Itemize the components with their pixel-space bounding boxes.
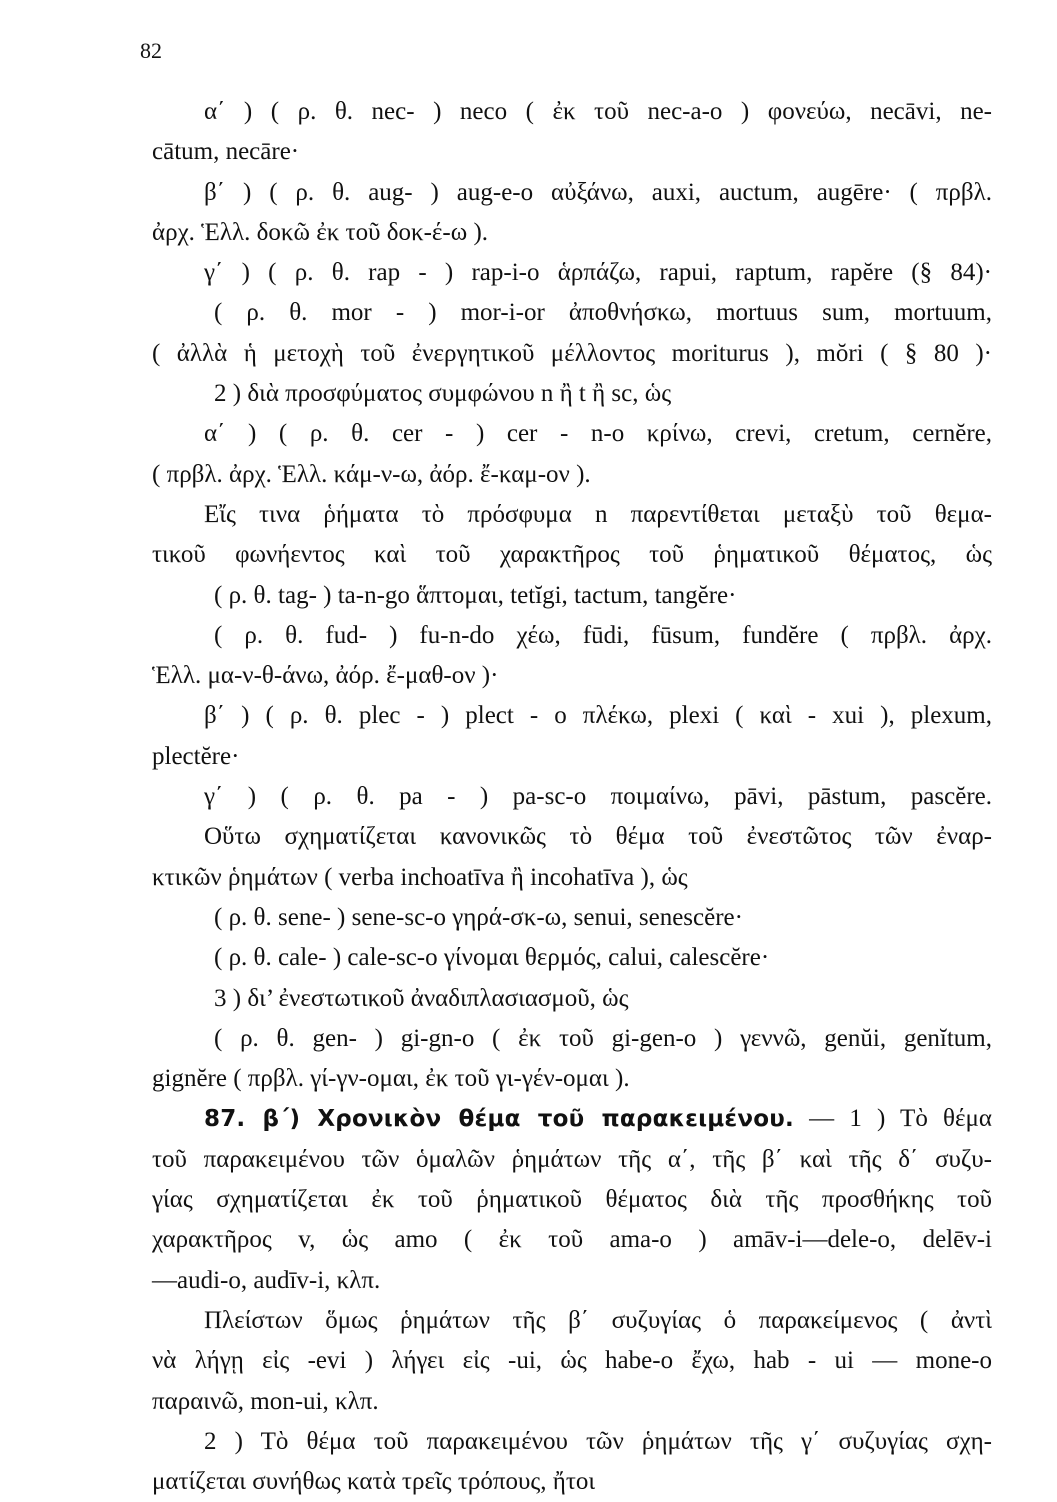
- text-line: νὰ λήγῃ εἰς -evi ) λήγει εἰς -ui, ὡς habe-o ἔχω, hab - ui — mone-o: [152, 1347, 992, 1375]
- text-line: β΄ ) ( ρ. θ. aug- ) aug-e-o αὐξάνω, auxi, auctum, augēre· ( πρβλ.: [204, 178, 992, 206]
- body-text: [152, 92, 992, 1502]
- text-line: παραινῶ, mon-ui, κλπ.: [152, 1387, 379, 1415]
- text-line: Οὕτω σχηματίζεται κανονικῶς τὸ θέμα τοῦ ἐνεστῶτος τῶν ἐναρ-: [204, 823, 992, 851]
- page-number: 82: [140, 38, 162, 63]
- text-line: 2 ) Τὸ θέμα τοῦ παρακειμένου τῶν ῥημάτων τῆς γ΄ συζυγίας σχη-: [204, 1427, 992, 1455]
- text-line: Πλείστων ὅμως ῥημάτων τῆς β΄ συζυγίας ὁ παρακείμενος ( ἀντὶ: [204, 1306, 992, 1334]
- text-line: ( ρ. θ. fud- ) fu-n-do χέω, fūdi, fūsum, fundĕre ( πρβλ. ἀρχ.: [214, 621, 992, 649]
- text-line: plectĕre·: [152, 742, 240, 770]
- text-line: Εἴς τινα ῥήματα τὸ πρόσφυμα n παρεντίθεται μεταξὺ τοῦ θεμα-: [204, 500, 992, 528]
- section-heading-line: [152, 1099, 992, 1139]
- text-line: Ἑλλ. μα-ν-θ-άνω, ἀόρ. ἔ-μαθ-ον )·: [152, 662, 499, 690]
- text-line: ( ρ. θ. cale- ) cale-sc-o γίνομαι θερμός, calui, calescĕre·: [214, 944, 770, 972]
- text-line: 3 ) δι’ ἐνεστωτικοῦ ἀναδιπλασιασμοῦ, ὡς: [214, 984, 629, 1012]
- section-intro: — 1 ) Τὸ θέμα: [793, 1105, 992, 1133]
- text-line: β΄ ) ( ρ. θ. plec - ) plect - o πλέκω, plexi ( καὶ - xui ), plexum,: [204, 702, 992, 730]
- text-line: ( ρ. θ. mor - ) mor-i-or ἀποθνήσκω, mortuus sum, mortuum,: [214, 299, 992, 327]
- text-line: —audi-o, audīv-i, κλπ.: [152, 1266, 381, 1294]
- text-line: γίας σχηματίζεται ἐκ τοῦ ῥηματικοῦ θέματος διὰ τῆς προσθήκης τοῦ: [152, 1186, 992, 1214]
- text-line: α΄ ) ( ρ. θ. nec- ) neco ( ἐκ τοῦ nec-a-o ) φονεύω, necāvi, ne-: [204, 98, 992, 125]
- text-line: τικοῦ φωνήεντος καὶ τοῦ χαρακτῆρος τοῦ ῥηματικοῦ θέματος, ὡς: [152, 541, 992, 569]
- text-line: gignĕre ( πρβλ. γί-γν-ομαι, ἐκ τοῦ γι-γέν-ομαι ).: [152, 1065, 630, 1093]
- text-line: α΄ ) ( ρ. θ. cer - ) cer - n-o κρίνω, crevi, cretum, cernĕre,: [204, 420, 992, 448]
- paragraph-block: [152, 92, 992, 1099]
- paragraph-block: [152, 1140, 992, 1502]
- text-line: ( ρ. θ. sene- ) sene-sc-o γηρά-σκ-ω, senui, senescĕre·: [214, 903, 743, 931]
- text-line: ( ρ. θ. tag- ) ta-n-go ἅπτομαι, tetĭgi, tactum, tangĕre·: [214, 581, 737, 609]
- text-line: ματίζεται συνήθως κατὰ τρεῖς τρόπους, ἤτοι: [152, 1468, 596, 1496]
- text-line: cātum, necāre·: [152, 138, 300, 166]
- text-line: ( ἀλλὰ ἡ μετοχὴ τοῦ ἐνεργητικοῦ μέλλοντος moriturus ), mŏri ( § 80 )·: [152, 339, 992, 367]
- section-title: 87. β΄) Χρονικὸν θέμα τοῦ παρακειμένου.: [204, 1106, 794, 1133]
- text-line: ( ρ. θ. gen- ) gi-gn-o ( ἐκ τοῦ gi-gen-o ) γεννῶ, genŭi, genĭtum,: [214, 1024, 992, 1052]
- text-line: χαρακτῆρος v, ὡς amo ( ἐκ τοῦ ama-o ) amāv-i—dele-o, delēv-i: [152, 1226, 992, 1254]
- text-line: ἀρχ. Ἑλλ. δοκῶ ἐκ τοῦ δοκ-έ-ω ).: [152, 218, 489, 246]
- text-line: τοῦ παρακειμένου τῶν ὁμαλῶν ῥημάτων τῆς α΄, τῆς β΄ καὶ τῆς δ΄ συζυ-: [152, 1145, 992, 1173]
- text-line: γ΄ ) ( ρ. θ. rap - ) rap-i-o ἁρπάζω, rapui, raptum, rapĕre (§ 84)·: [204, 259, 992, 287]
- text-line: 2 ) διὰ προσφύματος συμφώνου n ἢ t ἢ sc, ὡς: [214, 380, 672, 408]
- text-line: ( πρβλ. ἀρχ. Ἑλλ. κάμ-ν-ω, ἀόρ. ἔ-καμ-ον ).: [152, 460, 591, 488]
- text-line: γ΄ ) ( ρ. θ. pa - ) pa-sc-o ποιμαίνω, pāvi, pāstum, pascĕre.: [204, 783, 992, 811]
- text-line: κτικῶν ῥημάτων ( verba inchoatīva ἢ incohatīva ), ὡς: [152, 863, 688, 891]
